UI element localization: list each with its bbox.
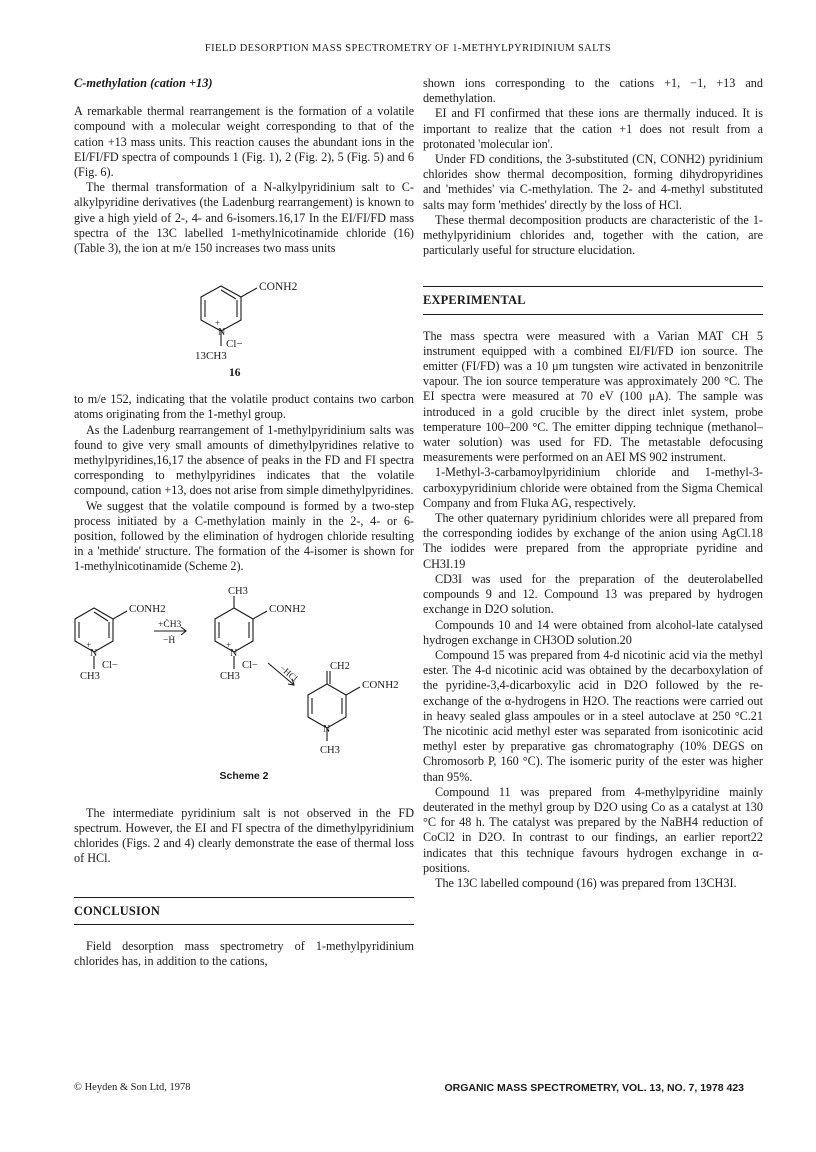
left-column [74,76,414,969]
paragraph: shown ions corresponding to the cations +1, −1, +13 and demethylation. [423,76,763,106]
paragraph: The 13C labelled compound (16) was prepared from 13CH3I. [435,875,737,890]
paragraph: CD3I was used for the preparation of the deuterolabelled compounds 9 and 12. Compound 13 was prepared by hydrogen exchange in D2O solution. [423,571,763,617]
ring1-n: N [90,647,98,659]
ring-3 [308,684,346,728]
arrow2-label: −HCl [277,662,300,684]
section-rule [74,897,414,898]
scheme-caption: Scheme 2 [219,769,269,782]
footer-journal: ORGANIC MASS SPECTROMETRY, VOL. 13, NO. 7, 1978 423 [444,1082,744,1094]
conclusion-heading: CONCLUSION [74,904,414,925]
arrow1-top-label: +ĊH3 [158,619,182,630]
paragraph: Compound 15 was prepared from 4-d nicotinic acid via the methyl ester. The 4-d nicotinic acid was obtained by the decarboxylation of the pyridine-3,4-dicarboxylic acid in D2O followed by the re-exchange of the α-hydrogens in H2O. The reactions were carried out in heavy sealed glass ampoules or in a steel autoclave at 250 °C.21 The nicotinic acid methyl ester was separated from isonicotinic acid methyl ester by preparative gas chromatography (10% DEGS on Chromosorb P, 160 °C). The isomeric purity of the ester was higher than 95%. [423,647,763,784]
section-rule [423,286,763,287]
ring3-n: N [323,723,331,735]
ring1-plus: + [86,639,92,650]
compound-number: 16 [229,367,241,380]
ring1-counterion: Cl− [102,659,118,671]
ring-1 [75,608,113,652]
paragraph: The other quaternary pyridinium chlorides were all prepared from the corresponding iodides by exchange of the anion using AgCl.18 The iodides were prepared from the appropriate pyridine and CH3I.19 [423,511,763,571]
right-column [423,76,763,891]
section-subhead: C-methylation (cation +13) [74,76,213,90]
ring1-conh2: CONH2 [129,602,166,615]
paragraph: These thermal decomposition products are characteristic of the 1-methylpyridinium chlorides and, together with the cation, are particularly useful for structure elucidation. [423,212,763,258]
ring2-n: N [230,647,238,659]
ring2-counterion: Cl− [242,659,258,671]
paragraph: The intermediate pyridinium salt is not observed in the FD spectrum. However, the EI and FI spectra of the dimethylpyridinium chlorides (Figs. 2 and 4) clearly demonstrate the ease of thermal loss of HCl. [74,805,414,866]
paragraph: EI and FI confirmed that these ions are thermally induced. It is important to realize that the cation +1 does not result from a protonated 'molecular ion'. [423,106,763,151]
structure-16-figure [74,266,414,380]
paragraph: to m/e 152, indicating that the volatile product contains two carbon atoms originating from the 1-methyl group. [74,392,414,422]
methyl-label: 13CH3 [195,350,227,363]
paragraph: 1-Methyl-3-carbamoylpyridinium chloride and 1-methyl-3-carboxypyridinium chloride were obtained from the Sigma Chemical Company and from Fluka AG, respectively. [423,465,763,510]
paragraph: Compound 11 was prepared from 4-methylpyridine mainly deuterated in the methyl group by D2O using Co as a catalyst at 130 °C for 48 h. The catalyst was prepared by the NaBH4 reduction of CoCl2 in D2O. In contrast to our findings, an earlier report22 indicates that this technique favours hydrogen exchange in α-positions. [423,784,763,875]
scheme-2-figure [74,587,414,765]
arrow1-bottom-label: −Ḣ [163,635,176,646]
experimental-heading: EXPERIMENTAL [423,293,763,314]
ring2-plus: + [226,639,232,650]
paragraph: Field desorption mass spectrometry of 1-methylpyridinium chlorides has, in addition to the cations, [74,938,414,969]
ring1-ch3: CH3 [80,670,100,682]
ring2-conh2: CONH2 [269,602,306,615]
ring3-conh2: CONH2 [362,678,399,691]
footer-copyright: © Heyden & Son Ltd, 1978 [74,1082,191,1093]
paragraph: We suggest that the volatile compound is formed by a two-step process initiated by a C-methylation mainly in the 2-, 4- or 6-position, followed by the elimination of hydrogen chloride resulting in a 'methide' structure. The formation of the 4-isomer is shown for 1-methylnicotinamide (Scheme 2). [74,498,414,574]
running-head: FIELD DESORPTION MASS SPECTROMETRY OF 1-METHYLPYRIDINIUM SALTS [204,43,612,54]
paragraph: A remarkable thermal rearrangement is the formation of a volatile compound with a molecular weight corresponding to that of the cation +13 mass units. This reaction causes the abundant ions in the EI/FI/FD spectra of compounds 1 (Fig. 1), 2 (Fig. 2), 5 (Fig. 5) and 6 (Fig. 6). [74,104,414,180]
plus-sign: + [215,318,221,329]
ring-2 [215,608,253,652]
paragraph: Under FD conditions, the 3-substituted (CN, CONH2) pyridinium chlorides show thermal decomposition, forming dihydropyridines and 'methides' via C-methylation. The 2- and 4-methyl substituted salts may form 'methides' directly by the loss of HCl. [423,152,763,212]
ring3-ch3: CH3 [320,744,340,756]
scheme-2-drawing [74,587,414,765]
paragraph: The thermal transformation of a N-alkylpyridinium salt to C-alkylpyridine derivatives (the Ladenburg rearrangement) is known to give a high yield of 2-, 4- and 6-isomers.16,17 In the EI/FI/FD mass spectra of the 13C labelled 1-methylnicotinamide chloride (16) (Table 3), the ion at m/e 150 increases two mass units [74,180,414,256]
pyridine-ring [201,286,241,331]
paragraph: As the Ladenburg rearrangement of 1-methylpyridinium salts was found to give very small amounts of dimethylpyridines relative to methylpyridines,16,17 the absence of peaks in the FD and FI spectra corresponding to methylpyridines indicates that the volatile compound, cation +13, does not arise from simple dimethylpyridines. [74,422,414,498]
ring3-ch2: CH2 [330,660,350,672]
structure-16-drawing [74,266,414,380]
counterion-label: Cl− [226,338,243,351]
paragraph: The mass spectra were measured with a Varian MAT CH 5 instrument equipped with a combined EI/FI/FD ion source. The emitter (FI/FD) was a 10 μm tungsten wire activated in benzonitrile vapour. The ion source temperature was approximately 200 °C. The EI spectra were measured at 70 eV (100 μA). The sample was introduced in a gold crucible by the direct inlet system, probe temperature 100–200 °C. The emitter dipping technique (methanol–water solution) was used for FD. The metastable defocusing measurements were performed on an AEI MS 902 instrument. [423,328,763,465]
nitrogen-plus-label: N [218,327,226,339]
substituent-label: CONH2 [259,281,298,294]
paragraph: Compounds 10 and 14 were obtained from alcohol-late catalysed hydrogen exchange in CH3OD solution.20 [423,617,763,647]
ring2-ch3-top: CH3 [228,586,248,597]
ring2-ch3: CH3 [220,670,240,682]
